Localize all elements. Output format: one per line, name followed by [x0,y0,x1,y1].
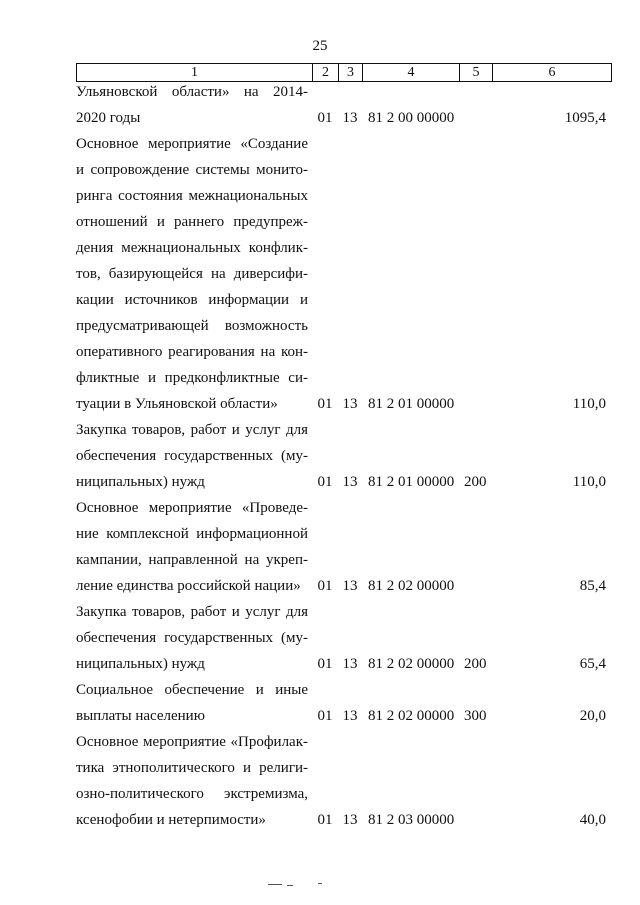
row-text-line: ниципальных) нужд [76,656,205,672]
row-text-line: тика этнополитического и религи- [76,760,308,776]
row-text-line: обеспечения государственных (му- [76,448,308,464]
row-text-line: 2020 годы [76,110,141,126]
row-c4: 81 2 02 00000 [368,578,455,594]
row-c5: 200 [464,656,487,672]
row-text-line: Основное мероприятие «Профилак- [76,734,308,750]
row-c5 [464,391,492,417]
row-text-line: дения межнациональных конфлик- [76,240,308,256]
row-c5: 300 [464,708,487,724]
row-c6: 40,0 [579,812,606,828]
row-text-line: и сопровождение системы монито- [76,162,308,178]
row-text-line: озно-политического экстремизма, [76,786,308,802]
row-text-line: Закупка товаров, работ и услуг для [76,604,308,620]
row-c5 [464,573,492,599]
row-text-line: оперативного реагирования на кон- [76,344,308,360]
row-c3: 13 [342,812,358,828]
row-text-line: ринга состояния межнациональных [76,188,308,204]
header-col-3: 3 [339,64,363,81]
row-text-line: Закупка товаров, работ и услуг для [76,422,308,438]
row-c3: 13 [342,656,358,672]
row-text-line: ление единства российской нации» [76,578,301,594]
row-c5 [464,105,492,131]
row-text-line: тов, базирующейся на диверсифи- [76,266,308,282]
row-c4: 81 2 02 00000 [368,708,455,724]
scan-mark [318,883,322,884]
scan-mark [287,885,293,886]
row-text-line: ниципальных) нужд [76,474,205,490]
row-c4: 81 2 03 00000 [368,812,455,828]
row-c2: 01 [317,396,333,412]
row-c3: 13 [342,474,358,490]
row-text-line: предусматривающей возможность [76,318,308,334]
row-text-line: отношений и раннего предупреж- [76,214,308,230]
row-text-line: обеспечения государственных (му- [76,630,308,646]
row-c4: 81 2 01 00000 [368,396,455,412]
row-text-line: туации в Ульяновской области» [76,396,278,412]
row-c6: 110,0 [572,396,606,412]
row-c2: 01 [317,474,333,490]
header-col-2: 2 [313,64,339,81]
header-col-1: 1 [77,64,313,81]
row-text-line: ние комплексной информационной [76,526,308,542]
row-text-line: выплаты населению [76,708,205,724]
row-c6: 85,4 [579,578,606,594]
row-c6: 1095,4 [564,110,606,126]
row-text-line: кампании, направленной на укреп- [76,552,308,568]
header-col-5: 5 [460,64,493,81]
row-text-line: Основное мероприятие «Проведе- [76,500,308,516]
row-c2: 01 [317,578,333,594]
row-c5 [464,807,492,833]
row-c3: 13 [342,110,358,126]
row-c3: 13 [342,578,358,594]
scan-mark [268,884,282,885]
header-col-6: 6 [548,65,556,80]
row-c2: 01 [317,110,333,126]
row-c2: 01 [317,812,333,828]
row-c4: 81 2 00 00000 [368,110,455,126]
page-number: 25 [312,38,328,54]
row-text-line: Социальное обеспечение и иные [76,682,308,698]
row-text-line: Ульяновской области» на 2014- [76,84,308,100]
row-c5: 200 [464,474,487,490]
row-c4: 81 2 02 00000 [368,656,455,672]
row-text-line: Основное мероприятие «Создание [76,136,308,152]
row-text-line: кации источников информации и [76,292,308,308]
row-c3: 13 [342,396,358,412]
row-text-line: ксенофобии и нетерпимости» [76,812,266,828]
row-c2: 01 [317,708,333,724]
row-c4: 81 2 01 00000 [368,474,455,490]
header-col-4: 4 [363,64,460,81]
row-text-line: фликтные и предконфликтные си- [76,370,308,386]
row-c2: 01 [317,656,333,672]
row-c6: 110,0 [572,474,606,490]
row-c6: 20,0 [579,708,606,724]
row-c3: 13 [342,708,358,724]
row-c6: 65,4 [579,656,606,672]
